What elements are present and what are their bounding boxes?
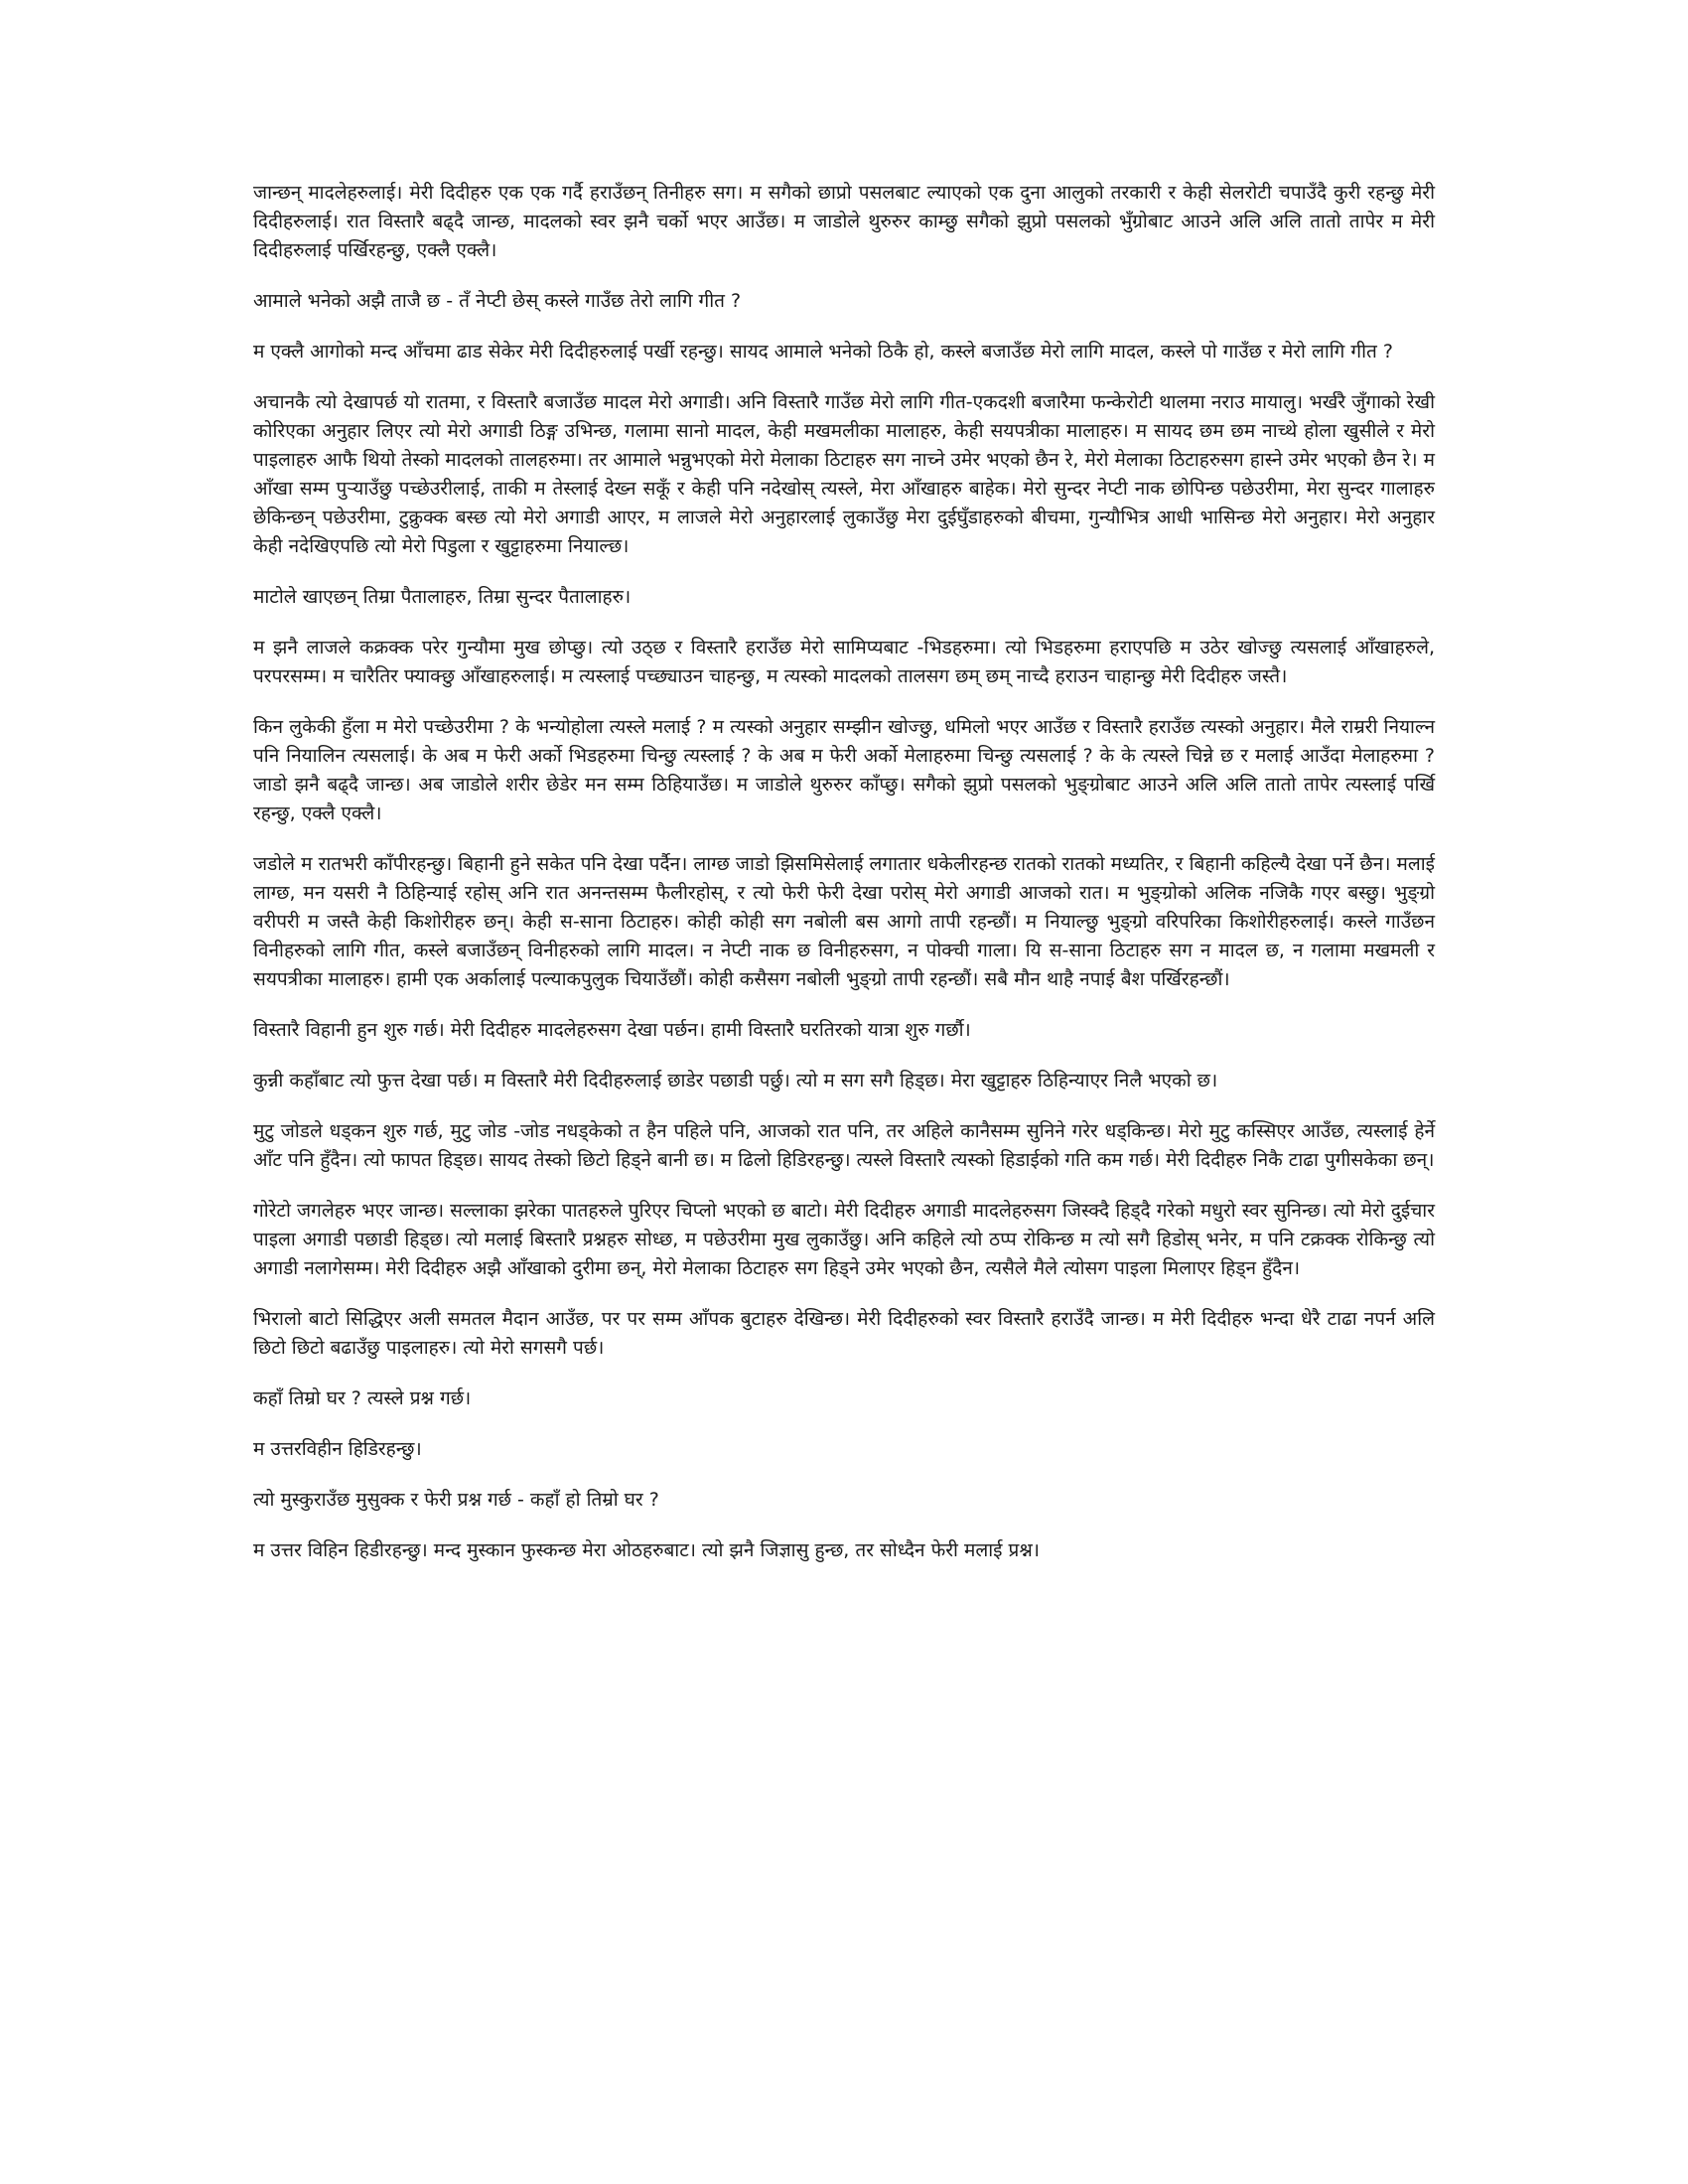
- paragraph: म उत्तर विहिन हिडीरहन्छु। मन्द मुस्कान फुस्कन्छ मेरा ओठहरुबाट। त्यो झनै जिज्ञासु हुन्छ, तर सोध्दैन फेरी मलाई प्रश्न।: [253, 1539, 1040, 1561]
- paragraph: किन लुकेकी हुँला म मेरो पच्छेउरीमा ? के भन्योहोला त्यस्ले मलाई ? म त्यस्को अनुहार सम्झीन खोज्छु, धमिलो भएर आउँछ र विस्तारै हराउँछ त्यस्को अनुहार। मैले राम्ररी नियाल्न पनि नियालिन त्यसलाई। के अब म फेरी अर्को भिडहरुमा चिन्छु त्यस्लाई ? के अब म फेरी अर्को मेलाहरुमा चिन्छु त्यसलाई ? के के त्यस्ले चिन्ने छ र मलाई आउँदा मेलाहरुमा ? जाडो झनै बढ्दै जान्छ। अब जाडोले शरीर छेडेर मन सम्म ठिहियाउँछ। म जाडोले थुरुरुर काँप्छु। सगैको झुप्रो पसलको भुङ्ग्रोबाट आउने अलि अलि तातो तापेर त्यस्लाई पर्खि रहन्छु, एक्लै एक्लै।: [253, 716, 1435, 824]
- paragraph: म एक्लै आगोको मन्द आँचमा ढाड सेकेर मेरी दिदीहरुलाई पर्खी रहन्छु। सायद आमाले भनेको ठिकै हो, कस्ले बजाउँछ मेरो लागि मादल, कस्ले पो गाउँछ र मेरो लागि गीत ?: [253, 341, 1393, 363]
- paragraph: जडोले म रातभरी काँपीरहन्छु। बिहानी हुने सकेत पनि देखा पर्दैन। लाग्छ जाडो झिसमिसेलाई लगातार धकेलीरहन्छ रातको रातको मध्यतिर, र बिहानी कहिल्यै देखा पर्ने छैन। मलाई लाग्छ, मन यसरी नै ठिहिन्याई रहोस् अनि रात अनन्तसम्म फैलीरहोस्, र त्यो फेरी फेरी देखा परोस् मेरो अगाडी आजको रात। म भुङ्ग्रोको अलिक नजिकै गएर बस्छु। भुङ्ग्रो वरीपरी म जस्तै केही किशोरीहरु छन्। केही स-साना ठिटाहरु। कोही कोही सग नबोली बस आगो तापी रहन्छौं। म नियाल्छु भुङ्ग्रो वरिपरिका किशोरीहरुलाई। कस्ले गाउँछन विनीहरुको लागि गीत, कस्ले बजाउँछन् विनीहरुको लागि मादल। न नेप्टी नाक छ विनीहरुसग, न पोक्ची गाला। यि स-साना ठिटाहरु सग न मादल छ, न गलामा मखमली र सयपत्रीका मालाहरु। हामी एक अर्कालाई पल्याकपुलुक चियाउँछौं। कोही कसैसग नबोली भुङ्ग्रो तापी रहन्छौं। सबै मौन थाहै नपाई बैश पर्खिरहन्छौं।: [253, 853, 1435, 990]
- paragraph: भिरालो बाटो सिद्धिएर अली समतल मैदान आउँछ, पर पर सम्म आँपक बुटाहरु देखिन्छ। मेरी दिदीहरुको स्वर विस्तारै हराउँदै जान्छ। म मेरी दिदीहरु भन्दा धेरै टाढा नपर्न अलि छिटो छिटो बढाउँछु पाइलाहरु। त्यो मेरो सगसगै पर्छ।: [253, 1308, 1435, 1359]
- paragraph: माटोले खाएछन् तिम्रा पैतालाहरु, तिम्रा सुन्दर पैतालाहरु।: [253, 586, 632, 608]
- paragraph: म उत्तरविहीन हिडिरहन्छु।: [253, 1438, 422, 1460]
- paragraph: आमाले भनेको अझै ताजै छ - तँ नेप्टी छेस् कस्ले गाउँछ तेरो लागि गीत ?: [253, 290, 742, 312]
- paragraph: मुटु जोडले धड्कन शुरु गर्छ, मुटु जोड -जोड नधड्केको त हैन पहिले पनि, आजको रात पनि, तर अहिले कानैसम्म सुनिने गरेर धड्किन्छ। मेरो मुटु कस्सिएर आउँछ, त्यस्लाई हेर्ने आँट पनि हुँदैन। त्यो फापत हिड्छ। सायद तेस्को छिटो हिड्ने बानी छ। म ढिलो हिडिरहन्छु। त्यस्ले विस्तारै त्यस्को हिडाईको गति कम गर्छ। मेरी दिदीहरु निकै टाढा पुगीसकेका छन्।: [253, 1120, 1435, 1171]
- paragraph: म झनै लाजले कक्रक्क परेर गुन्यौमा मुख छोप्छु। त्यो उठ्छ र विस्तारै हराउँछ मेरो सामिप्यबाट -भिडहरुमा। त्यो भिडहरुमा हराएपछि म उठेर खोज्छु त्यसलाई आँखाहरुले, परपरसम्म। म चारैतिर फ्याक्छु आँखाहरुलाई। म त्यस्लाई पच्छ्याउन चाहन्छु, म त्यस्को मादलको तालसग छम् छम् नाच्दै हराउन चाहान्छु मेरी दिदीहरु जस्तै।: [253, 637, 1435, 687]
- document-body: [253, 179, 1435, 1587]
- paragraph: त्यो मुस्कुराउँछ मुसुक्क र फेरी प्रश्न गर्छ - कहाँ हो तिम्रो घर ?: [253, 1489, 659, 1511]
- paragraph: विस्तारै विहानी हुन शुरु गर्छ। मेरी दिदीहरु मादलेहरुसग देखा पर्छन। हामी विस्तारै घरतिरको यात्रा शुरु गर्छौ।: [253, 1019, 971, 1041]
- paragraph: अचानकै त्यो देखापर्छ यो रातमा, र विस्तारै बजाउँछ मादल मेरो अगाडी। अनि विस्तारै गाउँछ मेरो लागि गीत-एकदशी बजारैमा फन्केरोटी थालमा नराउ मायालु। भर्खरै जुँगाको रेखी कोरिएका अनुहार लिएर त्यो मेरो अगाडी ठिङ्ग उभिन्छ, गलामा सानो मादल, केही मखमलीका मालाहरु, केही सयपत्रीका मालाहरु। म सायद छम छम नाच्थे होला खुसीले र मेरो पाइलाहरु आफै थियो तेस्को मादलको तालहरुमा। तर आमाले भन्नुभएको मेरो मेलाका ठिटाहरु सग नाच्ने उमेर भएको छैन रे, मेरो मेलाका ठिटाहरुसग हास्ने उमेर भएको छैन रे। म आँखा सम्म पुर्‍याउँछु पच्छेउरीलाई, ताकी म तेस्लाई देख्न सकूँ र केही पनि नदेखोस् त्यस्ले, मेरा आँखाहरु बाहेक। मेरो सुन्दर नेप्टी नाक छोपिन्छ पछेउरीमा, मेरा सुन्दर गालाहरु छेकिन्छन् पछेउरीमा, टुक्रुक्क बस्छ त्यो मेरो अगाडी आएर, म लाजले मेरो अनुहारलाई लुकाउँछु मेरा दुईघुँडाहरुको बीचमा, गुन्यौभित्र आधी भासिन्छ मेरो अनुहार। मेरो अनुहार केही नदेखिएपछि त्यो मेरो पिडुला र खुट्टाहरुमा नियाल्छ।: [253, 391, 1435, 557]
- paragraph: जान्छन् मादलेहरुलाई। मेरी दिदीहरु एक एक गर्दै हराउँछन् तिनीहरु सग। म सगैको छाप्रो पसलबाट ल्याएको एक दुना आलुको तरकारी र केही सेलरोटी चपाउँदै कुरी रहन्छु मेरी दिदीहरुलाई। रात विस्तारै बढ्दै जान्छ, मादलको स्वर झनै चर्को भएर आउँछ। म जाडोले थुरुरुर काम्छु सगैको झुप्रो पसलको भुँग्रोबाट आउने अलि अलि तातो तापेर म मेरी दिदीहरुलाई पर्खिरहन्छु, एक्लै एक्लै।: [253, 182, 1435, 261]
- paragraph: गोरेटो जगलेहरु भएर जान्छ। सल्लाका झरेका पातहरुले पुरिएर चिप्लो भएको छ बाटो। मेरी दिदीहरु अगाडी मादलेहरुसग जिस्क्दै हिड्दै गरेको मधुरो स्वर सुनिन्छ। त्यो मेरो दुईचार पाइला अगाडी पछाडी हिड्छ। त्यो मलाई बिस्तारै प्रश्नहरु सोध्छ, म पछेउरीमा मुख लुकाउँछु। अनि कहिले त्यो ठप्प रोकिन्छ म त्यो सगै हिडोस् भनेर, म पनि टक्रक्क रोकिन्छु त्यो अगाडी नलागेसम्म। मेरी दिदीहरु अझै आँखाको दुरीमा छन्, मेरो मेलाका ठिटाहरु सग हिड्ने उमेर भएको छैन, त्यसैले मैले त्योसग पाइला मिलाएर हिड्न हुँदैन।: [253, 1200, 1435, 1279]
- paragraph: कुन्नी कहाँबाट त्यो फुत्त देखा पर्छ। म विस्तारै मेरी दिदीहरुलाई छाडेर पछाडी पर्छु। त्यो म सग सगै हिड्छ। मेरा खुट्टाहरु ठिहिन्याएर निलै भएको छ।: [253, 1070, 1218, 1092]
- paragraph: कहाँ तिम्रो घर ? त्यस्ले प्रश्न गर्छ।: [253, 1387, 472, 1409]
